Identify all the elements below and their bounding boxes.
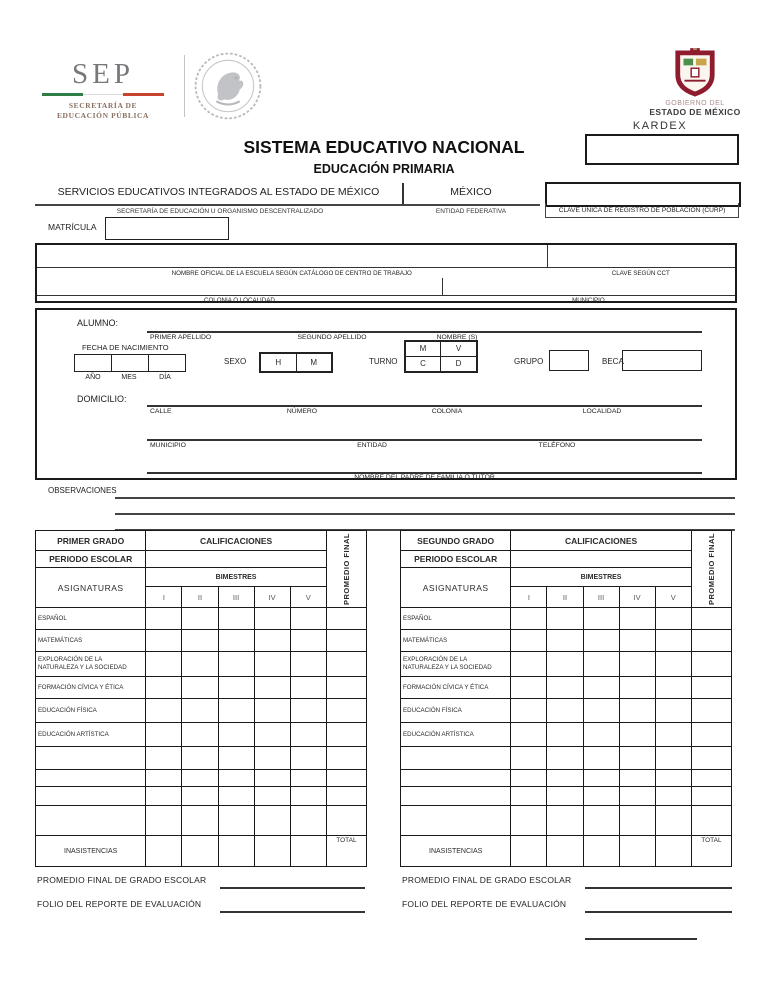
turno-d-cell[interactable]: D (455, 359, 462, 369)
inasistencias-cell-input[interactable] (182, 836, 218, 867)
subject-label: MATEMÁTICAS (401, 630, 511, 652)
grade-cell-input[interactable] (619, 747, 655, 770)
subject-label: FORMACIÓN CÍVICA Y ÉTICA (36, 677, 146, 699)
subject-row (401, 630, 732, 652)
promedio-cell-input[interactable] (691, 630, 731, 652)
promedio-cell-input[interactable] (326, 747, 366, 770)
grade-cell-input[interactable] (218, 652, 254, 677)
mexico-seal-icon (192, 50, 264, 122)
nombres-caption: NOMBRE (S) (436, 334, 478, 341)
subject-label: ESPAÑOL (36, 608, 146, 630)
header-row-periodo (401, 551, 732, 568)
subject-label: ESPAÑOL (401, 608, 511, 630)
grade-cell-input[interactable] (511, 770, 547, 787)
grade-cell-input[interactable] (182, 770, 218, 787)
grade-cell-input[interactable] (619, 699, 655, 723)
grade-cell-input[interactable] (254, 787, 290, 806)
promedio-cell-input[interactable] (326, 608, 366, 630)
empty-subject-label[interactable] (401, 747, 511, 770)
grade-cell-input[interactable] (146, 652, 182, 677)
calle-caption: CALLE (150, 408, 172, 415)
grade-cell-input[interactable] (547, 787, 583, 806)
grade-cell-input[interactable] (655, 608, 691, 630)
estado-mexico-shield-icon (673, 48, 717, 98)
inasistencias-cell-input[interactable] (218, 836, 254, 867)
grade-cell-input[interactable] (146, 747, 182, 770)
bimestre-col-4: IV (254, 587, 290, 608)
segundo-apellido-caption: SEGUNDO APELLIDO (297, 334, 367, 341)
promedio-cell-input[interactable] (326, 806, 366, 836)
subject-row (36, 677, 367, 699)
grade-cell-input[interactable] (182, 630, 218, 652)
beca-input-box[interactable] (622, 350, 702, 371)
dia-caption: DÍA (159, 374, 171, 381)
grade-cell-input[interactable] (619, 806, 655, 836)
grade-cell-input[interactable] (511, 723, 547, 747)
school-row2-divider (442, 278, 444, 295)
kardex-label: KARDEX (632, 120, 688, 132)
org-divider (402, 183, 404, 204)
page-title: SISTEMA EDUCATIVO NACIONAL (243, 137, 525, 157)
folio-label-right: FOLIO DEL REPORTE DE EVALUACIÓN (402, 899, 567, 909)
state-logo-block (615, 48, 768, 117)
calificaciones-header: CALIFICACIONES (511, 531, 692, 551)
grade-cell-input[interactable] (619, 652, 655, 677)
grade-cell-input[interactable] (655, 806, 691, 836)
grade-cell-input[interactable] (511, 630, 547, 652)
bimestre-col-2: II (547, 587, 583, 608)
grade-cell-input[interactable] (290, 608, 326, 630)
subject-row (401, 608, 732, 630)
folio-label-left: FOLIO DEL REPORTE DE EVALUACIÓN (37, 899, 202, 909)
sexo-m-cell[interactable]: M (310, 358, 318, 367)
empty-subject-row (36, 806, 367, 836)
promedio-cell-input[interactable] (326, 652, 366, 677)
grade-cell-input[interactable] (655, 787, 691, 806)
grade-cell-input[interactable] (583, 723, 619, 747)
grade-cell-input[interactable] (583, 630, 619, 652)
grade-cell-input[interactable] (146, 677, 182, 699)
grade-cell-input[interactable] (182, 806, 218, 836)
grade-cell-input[interactable] (146, 723, 182, 747)
municipio-addr-caption: MUNICIPIO (150, 442, 186, 449)
empty-subject-label[interactable] (36, 770, 146, 787)
inasistencias-cell-input[interactable] (146, 836, 182, 867)
ano-caption: AÑO (85, 374, 101, 381)
bimestre-col-5: V (290, 587, 326, 608)
subject-row (401, 677, 732, 699)
empty-subject-row (401, 787, 732, 806)
grade-cell-input[interactable] (254, 677, 290, 699)
grade-cell-input[interactable] (511, 787, 547, 806)
grade-cell-input[interactable] (547, 699, 583, 723)
student-name-line[interactable] (147, 331, 702, 333)
beca-label: BECA (602, 357, 624, 366)
observaciones-label: OBSERVACIONES (48, 486, 117, 495)
tutor-caption: NOMBRE DEL PADRE DE FAMILIA O TUTOR (354, 474, 495, 481)
periodo-escolar-label: PERIODO ESCOLAR (36, 551, 146, 568)
header-row-grade (401, 531, 732, 551)
birth-year-cell[interactable] (75, 355, 112, 371)
school-location-row[interactable] (37, 278, 735, 295)
subject-row (36, 630, 367, 652)
inasistencias-cell-input[interactable] (655, 836, 691, 867)
grade-cell-input[interactable] (511, 699, 547, 723)
grade-cell-input[interactable] (655, 699, 691, 723)
grade-cell-input[interactable] (547, 677, 583, 699)
empty-subject-row (36, 747, 367, 770)
school-name-caption: NOMBRE OFICIAL DE LA ESCUELA SEGÚN CATÁLOGO DE CENTRO DE TRABAJO (171, 270, 412, 277)
empty-subject-label[interactable] (401, 806, 511, 836)
matricula-label: MATRÍCULA (48, 222, 97, 232)
promedio-final-header (326, 531, 366, 608)
grade-cell-input[interactable] (218, 630, 254, 652)
grade-cell-input[interactable] (182, 699, 218, 723)
grade-cell-input[interactable] (655, 747, 691, 770)
subject-row (36, 699, 367, 723)
bimestre-col-3: III (218, 587, 254, 608)
school-row1-divider (547, 245, 549, 267)
grade-cell-input[interactable] (218, 787, 254, 806)
alumno-label: ALUMNO: (77, 318, 119, 328)
grade-cell-input[interactable] (619, 608, 655, 630)
primer-apellido-caption: PRIMER APELLIDO (150, 334, 212, 341)
grade-cell-input[interactable] (583, 770, 619, 787)
empty-subject-label[interactable] (36, 747, 146, 770)
turno-label: TURNO (369, 357, 398, 366)
grade-cell-input[interactable] (655, 770, 691, 787)
grade-cell-input[interactable] (619, 723, 655, 747)
promedio-cell-input[interactable] (326, 787, 366, 806)
grade-cell-input[interactable] (146, 770, 182, 787)
subject-label: EDUCACIÓN ARTÍSTICA (36, 723, 146, 747)
address-line-2[interactable] (147, 439, 702, 441)
subject-label: MATEMÁTICAS (36, 630, 146, 652)
inasistencias-cell-input[interactable] (583, 836, 619, 867)
colonia-addr-caption: COLONIA (431, 408, 463, 415)
grade-cell-input[interactable] (182, 747, 218, 770)
grade-cell-input[interactable] (146, 806, 182, 836)
address-line-1[interactable] (147, 405, 702, 407)
sep-logo (42, 60, 164, 121)
grade-cell-input[interactable] (254, 770, 290, 787)
grade-cell-input[interactable] (218, 806, 254, 836)
grade-cell-input[interactable] (254, 630, 290, 652)
calificaciones-header: CALIFICACIONES (146, 531, 327, 551)
promedio-cell-input[interactable] (691, 770, 731, 787)
empty-subject-row (401, 770, 732, 787)
curp-caption: CLAVE ÚNICA DE REGISTRO DE POBLACIÓN (CURP) (545, 203, 739, 218)
inasistencias-cell-input[interactable] (290, 836, 326, 867)
telefono-caption: TELÉFONO (538, 442, 576, 449)
inasistencias-row (36, 836, 367, 867)
grade-cell-input[interactable] (583, 677, 619, 699)
promedio-cell-input[interactable] (326, 699, 366, 723)
grade-cell-input[interactable] (583, 652, 619, 677)
grade-cell-input[interactable] (547, 630, 583, 652)
grade-cell-input[interactable] (290, 699, 326, 723)
promedio-cell-input[interactable] (326, 677, 366, 699)
promedio-cell-input[interactable] (691, 652, 731, 677)
empty-subject-label[interactable] (36, 787, 146, 806)
grade-cell-input[interactable] (547, 806, 583, 836)
grade-cell-input[interactable] (290, 770, 326, 787)
grade-cell-input[interactable] (547, 770, 583, 787)
service-name: SERVICIOS EDUCATIVOS INTEGRADOS AL ESTADO DE MÉXICO (57, 186, 380, 198)
bimestre-col-2: II (182, 587, 218, 608)
subject-label: EDUCACIÓN ARTÍSTICA (401, 723, 511, 747)
grade-cell-input[interactable] (218, 770, 254, 787)
grade-cell-input[interactable] (619, 630, 655, 652)
entidad-addr-caption: ENTIDAD (357, 442, 387, 449)
grade-cell-input[interactable] (583, 747, 619, 770)
grade-cell-input[interactable] (547, 723, 583, 747)
bimestre-col-4: IV (619, 587, 655, 608)
grade-cell-input[interactable] (619, 770, 655, 787)
inasistencias-cell-input[interactable] (619, 836, 655, 867)
school-name-row[interactable] (37, 245, 735, 267)
header-row-grade (36, 531, 367, 551)
colonia-caption: COLONIA O LOCALIDAD (203, 297, 275, 304)
sexo-selector[interactable] (259, 352, 333, 373)
bimestre-col-5: V (655, 587, 691, 608)
periodo-escolar-label: PERIODO ESCOLAR (401, 551, 511, 568)
promedio-cell-input[interactable] (691, 723, 731, 747)
birth-month-cell[interactable] (112, 355, 149, 371)
grade-cell-input[interactable] (583, 608, 619, 630)
observaciones-line-2[interactable] (115, 513, 735, 515)
total-cell[interactable]: TOTAL (691, 836, 731, 867)
grade-cell-input[interactable] (254, 608, 290, 630)
empty-subject-label[interactable] (401, 770, 511, 787)
grade-cell-input[interactable] (619, 787, 655, 806)
subject-label: EXPLORACIÓN DE LA NATURALEZA Y LA SOCIEDAD (401, 652, 511, 677)
grade-cell-input[interactable] (511, 608, 547, 630)
grade-cell-input[interactable] (182, 787, 218, 806)
inasistencias-label: INASISTENCIAS (36, 836, 146, 867)
grade-cell-input[interactable] (290, 630, 326, 652)
folio-line-right[interactable] (585, 911, 732, 913)
grade-cell-input[interactable] (290, 806, 326, 836)
grade-cell-input[interactable] (290, 787, 326, 806)
grade-cell-input[interactable] (511, 677, 547, 699)
sexo-h-cell[interactable]: H (261, 354, 297, 371)
promedio-final-line-left[interactable] (220, 887, 365, 889)
grade-cell-input[interactable] (218, 677, 254, 699)
empty-subject-label[interactable] (401, 787, 511, 806)
grade-title-primer: PRIMER GRADO (36, 531, 146, 551)
bimestre-col-3: III (583, 587, 619, 608)
grade-cell-input[interactable] (511, 806, 547, 836)
turno-m-cell[interactable]: M (406, 342, 441, 357)
grade-cell-input[interactable] (655, 677, 691, 699)
entidad-caption: ENTIDAD FEDERATIVA (435, 208, 507, 215)
grade-cell-input[interactable] (218, 723, 254, 747)
grade-cell-input[interactable] (218, 608, 254, 630)
org-underline (35, 204, 540, 206)
header-row-bimestres (401, 568, 732, 587)
promedio-cell-input[interactable] (691, 806, 731, 836)
subject-label: EDUCACIÓN FÍSICA (401, 699, 511, 723)
total-cell[interactable]: TOTAL (326, 836, 366, 867)
header-row-bimestres (36, 568, 367, 587)
inasistencias-cell-input[interactable] (547, 836, 583, 867)
grade-cell-input[interactable] (619, 677, 655, 699)
school-captions-row2 (37, 295, 735, 305)
subject-row (401, 652, 732, 677)
promedio-final-vertical-label: PROMEDIO FINAL (341, 533, 351, 605)
empty-subject-row (36, 787, 367, 806)
grade-cell-input[interactable] (583, 806, 619, 836)
grade-cell-input[interactable] (583, 699, 619, 723)
school-info-box (35, 243, 737, 303)
grade-cell-input[interactable] (547, 652, 583, 677)
inasistencias-cell-input[interactable] (254, 836, 290, 867)
grade-cell-input[interactable] (182, 608, 218, 630)
grade-table-segundo (400, 530, 732, 867)
subject-label: EXPLORACIÓN DE LA NATURALEZA Y LA SOCIEDAD (36, 652, 146, 677)
grade-table-primer (35, 530, 367, 867)
domicilio-label: DOMICILIO: (77, 394, 127, 404)
sep-secretariat-label: SECRETARÍA DE EDUCACIÓN PÚBLICA (56, 101, 150, 121)
folio-line-left[interactable] (220, 911, 365, 913)
grade-cell-input[interactable] (146, 630, 182, 652)
cct-caption: CLAVE SEGÚN CCT (611, 270, 670, 277)
gobierno-del-label: GOBIERNO DEL (665, 100, 725, 107)
promedio-final-line-right[interactable] (585, 887, 732, 889)
promedio-cell-input[interactable] (326, 770, 366, 787)
promedio-cell-input[interactable] (691, 677, 731, 699)
grade-cell-input[interactable] (254, 747, 290, 770)
empty-subject-label[interactable] (36, 806, 146, 836)
bimestre-col-1: I (511, 587, 547, 608)
grade-cell-input[interactable] (254, 806, 290, 836)
subject-label: FORMACIÓN CÍVICA Y ÉTICA (401, 677, 511, 699)
numero-caption: NÚMERO (286, 408, 318, 415)
grade-cell-input[interactable] (290, 747, 326, 770)
birth-date-input[interactable] (74, 354, 186, 372)
promedio-cell-input[interactable] (326, 723, 366, 747)
header-row-periodo (36, 551, 367, 568)
inasistencias-row (401, 836, 732, 867)
municipio-caption: MUNICIPIO (572, 297, 605, 304)
header-divider (184, 55, 185, 117)
grade-cell-input[interactable] (290, 723, 326, 747)
subject-row (401, 699, 732, 723)
asignaturas-label: ASIGNATURAS (401, 568, 511, 608)
grade-cell-input[interactable] (655, 630, 691, 652)
sexo-label: SEXO (224, 357, 247, 366)
bimestres-label: BIMESTRES (511, 568, 692, 587)
sep-logo-text: SEP (72, 58, 134, 90)
promedio-final-vertical-label: PROMEDIO FINAL (706, 533, 716, 605)
grade-cell-input[interactable] (146, 608, 182, 630)
promedio-cell-input[interactable] (691, 699, 731, 723)
promedio-final-label-right: PROMEDIO FINAL DE GRADO ESCOLAR (402, 875, 572, 885)
promedio-final-label-left: PROMEDIO FINAL DE GRADO ESCOLAR (37, 875, 207, 885)
grade-cell-input[interactable] (182, 652, 218, 677)
promedio-final-header (691, 531, 731, 608)
grade-cell-input[interactable] (254, 652, 290, 677)
grupo-label: GRUPO (514, 357, 544, 366)
estado-de-mexico-label: ESTADO DE MÉXICO (649, 107, 741, 117)
turno-v-cell[interactable]: V (441, 342, 476, 357)
mes-caption: MES (121, 374, 137, 381)
subject-row (36, 652, 367, 677)
grade-cell-input[interactable] (583, 787, 619, 806)
inasistencias-label: INASISTENCIAS (401, 836, 511, 867)
turno-selector[interactable] (404, 340, 478, 373)
entidad-value: MÉXICO (450, 186, 492, 198)
periodo-escolar-input-segundo[interactable] (511, 551, 692, 568)
grade-cell-input[interactable] (290, 652, 326, 677)
grade-cell-input[interactable] (511, 652, 547, 677)
grade-cell-input[interactable] (254, 723, 290, 747)
matricula-input-box[interactable] (105, 217, 229, 240)
grade-cell-input[interactable] (218, 699, 254, 723)
promedio-cell-input[interactable] (691, 787, 731, 806)
grade-cell-input[interactable] (146, 787, 182, 806)
grade-cell-input[interactable] (547, 747, 583, 770)
subject-row (401, 723, 732, 747)
grade-title-segundo: SEGUNDO GRADO (401, 531, 511, 551)
observaciones-line-1[interactable] (115, 497, 735, 499)
grade-cell-input[interactable] (655, 652, 691, 677)
grade-cell-input[interactable] (218, 747, 254, 770)
grade-cell-input[interactable] (290, 677, 326, 699)
turno-c-cell[interactable]: C (406, 357, 441, 372)
periodo-escolar-input-primer[interactable] (146, 551, 327, 568)
grade-cell-input[interactable] (182, 677, 218, 699)
empty-subject-row (36, 770, 367, 787)
grupo-input-box[interactable] (549, 350, 589, 371)
grade-cell-input[interactable] (511, 747, 547, 770)
fecha-nacimiento-label: FECHA DE NACIMIENTO (82, 343, 169, 352)
student-info-box (35, 308, 737, 480)
page-subtitle: EDUCACIÓN PRIMARIA (313, 162, 455, 176)
subject-row (36, 608, 367, 630)
birth-day-cell[interactable] (149, 355, 185, 371)
extra-line-right[interactable] (585, 938, 697, 940)
asignaturas-label: ASIGNATURAS (36, 568, 146, 608)
subject-row (36, 723, 367, 747)
promedio-cell-input[interactable] (691, 747, 731, 770)
sep-tricolor-bar-icon (42, 93, 164, 96)
service-caption: SECRETARÍA DE EDUCACIÓN U ORGANISMO DESCENTRALIZADO (116, 208, 324, 215)
grade-cell-input[interactable] (655, 723, 691, 747)
grade-cell-input[interactable] (182, 723, 218, 747)
grade-cell-input[interactable] (547, 608, 583, 630)
empty-subject-row (401, 806, 732, 836)
subject-label: EDUCACIÓN FÍSICA (36, 699, 146, 723)
grade-cell-input[interactable] (146, 699, 182, 723)
promedio-cell-input[interactable] (691, 608, 731, 630)
bimestre-col-1: I (146, 587, 182, 608)
empty-subject-row (401, 747, 732, 770)
grade-cell-input[interactable] (254, 699, 290, 723)
promedio-cell-input[interactable] (326, 630, 366, 652)
localidad-caption: LOCALIDAD (582, 408, 622, 415)
bimestres-label: BIMESTRES (146, 568, 327, 587)
inasistencias-cell-input[interactable] (511, 836, 547, 867)
